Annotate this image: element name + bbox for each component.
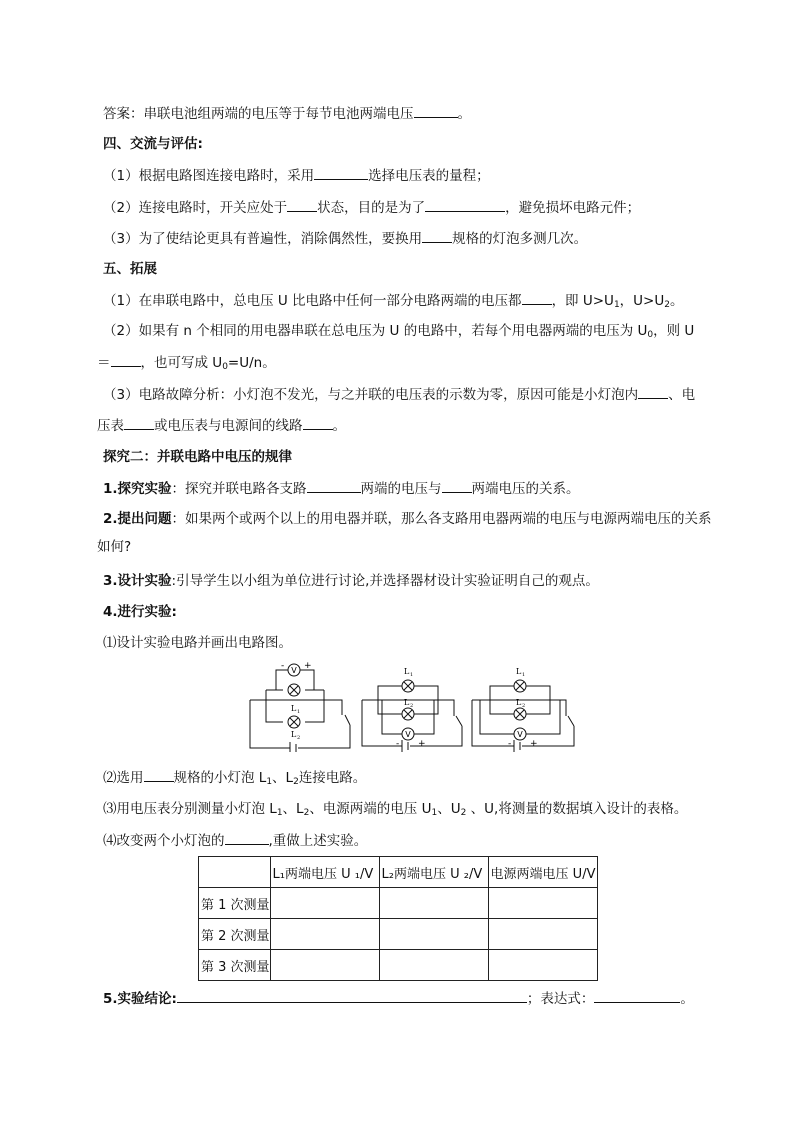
blank[interactable] [111, 353, 141, 367]
svg-text:L: L [516, 698, 522, 707]
table-cell[interactable] [379, 919, 488, 950]
answer-blank[interactable] [414, 104, 458, 118]
blank[interactable] [442, 479, 472, 493]
table-header-cell: L₂两端电压 U ₂/V [379, 857, 488, 888]
explore-step-2: 2.提出问题：如果两个或两个以上的用电器并联，那么各支路用电器两端的电压与电源两端电压的关系 [103, 511, 712, 527]
row-label: 第 3 次测量 [199, 950, 271, 981]
eval-item-3: （3）为了使结论更具有普遍性，消除偶然性，要换用 规格的灯泡多测几次。 [103, 231, 588, 247]
explore-step-4: 4.进行实验: [103, 604, 177, 620]
svg-text:-: - [396, 739, 400, 749]
eval-item-1: （1）根据电路图连接电路时，采用 选择电压表的量程； [103, 168, 490, 184]
circuit-diagram-3 [470, 664, 580, 752]
extend-item-3-cont: 压表 或电压表与电源间的线路 。 [97, 418, 346, 434]
extend-item-1: （1）在串联电路中，总电压 U 比电路中任何一部分电路两端的电压都 ，即 $U>U_1$，$U>U_2$。 [103, 293, 684, 310]
svg-text:L: L [291, 730, 297, 739]
svg-text:1: 1 [522, 672, 526, 678]
extend-item-2: （2）如果有 n 个相同的用电器串联在总电压为 U 的电路中，若每个用电器两端的电压为 $U_0$，则 U [103, 323, 695, 340]
table-cell[interactable] [270, 919, 379, 950]
blank[interactable] [638, 385, 668, 399]
table-cell[interactable] [488, 919, 597, 950]
blank[interactable] [425, 198, 505, 212]
table-cell[interactable] [270, 950, 379, 981]
svg-text:2: 2 [522, 703, 526, 709]
voltmeter-label: V [291, 666, 297, 675]
explore-step-1: 1.探究实验：探究并联电路各支路 两端的电压与 两端电压的关系。 [103, 481, 580, 497]
table-row [199, 919, 598, 950]
svg-text:L: L [404, 667, 410, 676]
svg-text:2: 2 [297, 735, 301, 741]
svg-text:L: L [516, 667, 522, 676]
table-header-cell: 电源两端电压 U/V [488, 857, 597, 888]
blank[interactable] [144, 768, 174, 782]
table-cell[interactable] [488, 950, 597, 981]
table-header-row [199, 857, 598, 888]
blank[interactable] [287, 198, 317, 212]
table-cell[interactable] [379, 950, 488, 981]
step-4-part-4: ⑷改变两个小灯泡的 ,重做上述实验。 [103, 833, 368, 849]
svg-text:2: 2 [410, 703, 414, 709]
explore-step-2-cont: 如何? [97, 539, 132, 555]
section-4-heading: 四、交流与评估: [103, 136, 203, 152]
circuit-diagram-2 [360, 664, 464, 752]
step-4-part-1: ⑴设计实验电路并画出电路图。 [103, 635, 292, 651]
voltmeter-label: V [517, 730, 523, 739]
blank[interactable] [422, 229, 452, 243]
table-cell[interactable] [488, 888, 597, 919]
svg-text:+: + [530, 739, 538, 749]
measurement-table [198, 856, 598, 981]
explore-step-3: 3.设计实验:引导学生以小组为单位进行讨论,并选择器材设计实验证明自己的观点。 [103, 573, 599, 589]
svg-text:L: L [404, 698, 410, 707]
table-row [199, 950, 598, 981]
conclusion-blank[interactable] [177, 989, 527, 1003]
row-label: 第 2 次测量 [199, 919, 271, 950]
table-header-cell [199, 857, 271, 888]
answer-text: 答案：串联电池组两端的电压等于每节电池两端电压 [103, 106, 414, 122]
step-4-part-3: ⑶用电压表分别测量小灯泡 $L_1$、$L_2$、电源两端的电压 $U_1$、$U_2$ 、U,将测量的数据填入设计的表格。 [103, 801, 688, 818]
svg-text:L: L [291, 704, 297, 713]
extend-item-3: （3）电路故障分析：小灯泡不发光，与之并联的电压表的示数为零，原因可能是小灯泡内 、电 [103, 387, 696, 403]
table-cell[interactable] [270, 888, 379, 919]
step-4-part-2: ⑵选用 规格的小灯泡 $L_1$、$L_2$连接电路。 [103, 770, 367, 787]
row-label: 第 1 次测量 [199, 888, 271, 919]
svg-text:+: + [304, 661, 312, 671]
eval-item-2: （2）连接电路时，开关应处于 状态，目的是为了 ，避免损坏电路元件； [103, 200, 641, 216]
explore-2-heading: 探究二：并联电路中电压的规律 [103, 449, 292, 465]
blank[interactable] [522, 291, 552, 305]
svg-text:-: - [508, 739, 512, 749]
blank[interactable] [225, 831, 269, 845]
blank[interactable] [303, 416, 333, 430]
svg-text:1: 1 [410, 672, 414, 678]
blank[interactable] [314, 166, 368, 180]
answer-line: 答案：串联电池组两端的电压等于每节电池两端电压 。 [103, 106, 471, 122]
section-5-heading: 五、拓展 [103, 261, 157, 277]
svg-text:-: - [281, 661, 285, 671]
svg-text:+: + [418, 739, 426, 749]
extend-item-2-cont: ＝ ，也可写成 $U_0=U/n$。 [97, 355, 276, 372]
table-cell[interactable] [379, 888, 488, 919]
svg-text:1: 1 [297, 709, 301, 715]
table-header-cell: L₁两端电压 U ₁/V [270, 857, 379, 888]
circuit-diagram-1 [248, 660, 352, 752]
explore-step-5: 5.实验结论: ；表达式： 。 [103, 991, 694, 1007]
expression-blank[interactable] [594, 989, 680, 1003]
table-row [199, 888, 598, 919]
voltmeter-label: V [405, 730, 411, 739]
blank[interactable] [124, 416, 154, 430]
blank[interactable] [307, 479, 361, 493]
